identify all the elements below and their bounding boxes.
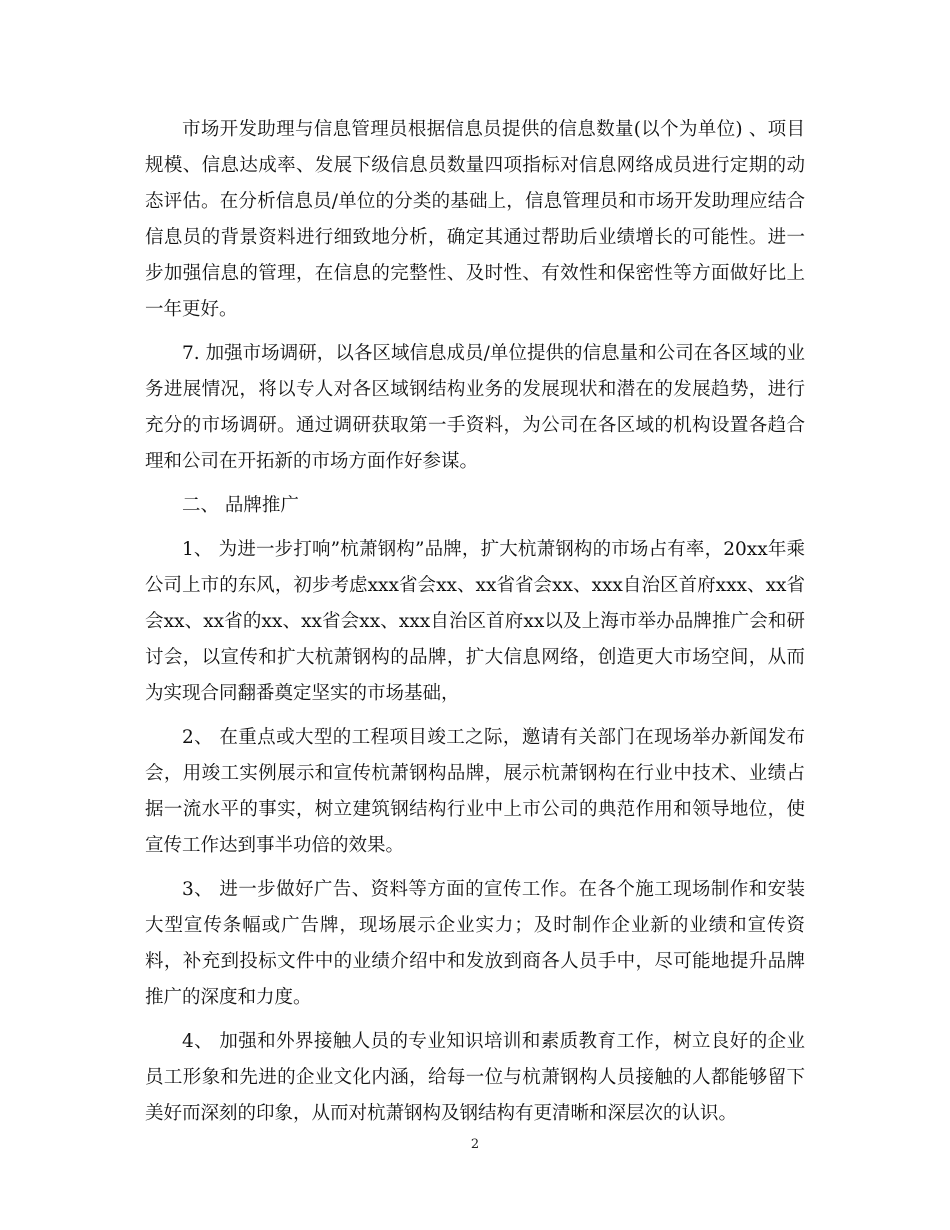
paragraph-market-research: 7. 加强市场调研，以各区域信息成员/单位提供的信息量和公司在各区域的业务进展情况，将以专人对各区域钢结构业务的发展现状和潜在的发展趋势，进行充分的市场调研。通过调研获取第一手资料，为公司在各区域的机构设置各趋合理和公司在开拓新的市场方面作好参谋。 <box>145 343 805 472</box>
paragraph-brand-item-1: 1、 为进一步打响”杭萧钢构”品牌，扩大杭萧钢构的市场占有率，20xx年乘公司上市的东风，初步考虑xxx省会xx、xx省省会xx、xxx自治区首府xxx、xx省会xx、xx省的xx、xx省会xx、xxx自治区首府xx以及上海市举办品牌推广会和研讨会，以宣传和扩大杭萧钢构的品牌，扩大信息网络，创造更大市场空间，从而为实现合同翻番奠定坚实的市场基础， <box>145 539 805 704</box>
page-number: 2 <box>470 1137 480 1152</box>
document-body <box>145 112 805 1140</box>
paragraph-info-evaluation: 市场开发助理与信息管理员根据信息员提供的信息数量(以个为单位) 、项目规模、信息达成率、发展下级信息员数量四项指标对信息网络成员进行定期的动态评估。在分析信息员/单位的分类的基础上，信息管理员和市场开发助理应结合信息员的背景资料进行细致地分析，确定其通过帮助后业绩增长的可能性。进一步加强信息的管理，在信息的完整性、及时性、有效性和保密性等方面做好比上一年更好。 <box>145 119 805 320</box>
paragraph-brand-item-4: 4、 加强和外界接触人员的专业知识培训和素质教育工作，树立良好的企业员工形象和先进的企业文化内涵，给每一位与杭萧钢构人员接触的人都能够留下美好而深刻的印象，从而对杭萧钢构及钢结构有更清晰和深层次的认识。 <box>145 1031 805 1124</box>
paragraph-brand-item-2: 2、 在重点或大型的工程项目竣工之际，邀请有关部门在现场举办新闻发布会，用竣工实例展示和宣传杭萧钢构品牌，展示杭萧钢构在行业中技术、业绩占据一流水平的事实，树立建筑钢结构行业中上市公司的典范作用和领导地位，使宣传工作达到事半功倍的效果。 <box>145 727 805 856</box>
paragraph-brand-item-3: 3、 进一步做好广告、资料等方面的宣传工作。在各个施工现场制作和安装大型宣传条幅或广告牌，现场展示企业实力；及时制作企业新的业绩和宣传资料，补充到投标文件中的业绩介绍中和发放到商各人员手中，尽可能地提升品牌推广的深度和力度。 <box>145 879 805 1008</box>
section-heading-brand-promotion: 二、 品牌推广 <box>182 495 299 516</box>
